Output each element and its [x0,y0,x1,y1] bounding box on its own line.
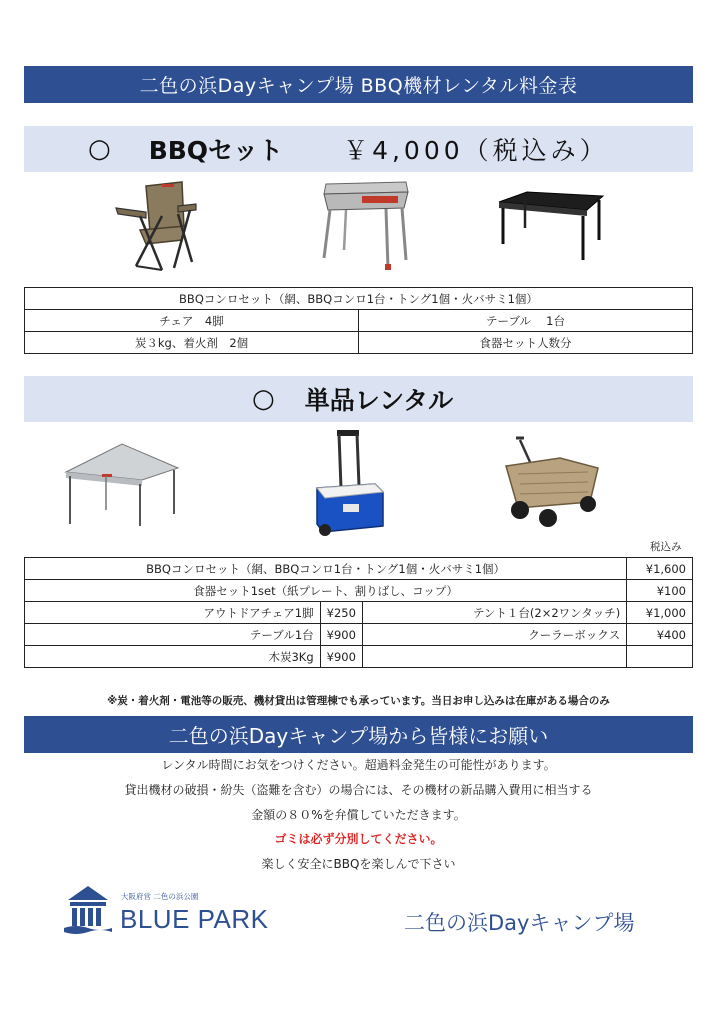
mesh-table-image [497,188,605,264]
price-cell: ¥1,600 [627,558,693,580]
table-row [25,288,693,310]
bbq-grill-image [316,178,414,272]
table-cell: テント１台(2×2ワンタッチ) [362,602,626,624]
request-line: レンタル時間にお気をつけください。超過料金発生の可能性があります。 [161,758,556,772]
table-cell: 食器セット人数分 [359,332,693,354]
price-cell: ¥400 [627,624,693,646]
table-row [25,558,693,580]
logo-subtitle: 大阪府営 二色の浜公園 [121,892,199,901]
table-cell: チェア 4脚 [25,310,359,332]
price-cell [627,646,693,668]
price-cell: ¥250 [320,602,362,624]
single-rental-table [24,557,693,668]
table-cell: クーラーボックス [362,624,626,646]
page-title: 二色の浜Dayキャンプ場 BBQ機材レンタル料金表 [24,66,693,103]
footer-campsite-name: 二色の浜Dayキャンプ場 [404,911,635,935]
request-line: 金額の８０%を弁償していただきます。 [251,808,466,822]
request-line: 貸出機材の破損・紛失（盗難を含む）の場合には、その機材の新品購入費用に相当する [124,783,593,797]
table-cell: BBQコンロセット（網、BBQコンロ1台・トング1個・火バサミ1個） [25,288,693,310]
bbq-set-name: BBQセット [148,136,284,165]
table-cell: アウトドアチェア1脚 [25,602,321,624]
bbq-set-header [24,126,693,172]
table-cell [362,646,626,668]
table-row [25,580,693,602]
request-warning: ゴミは必ず分別してください。 [274,832,443,846]
table-row [25,624,693,646]
notice-text: ※炭・着火剤・電池等の販売、機材貸出は管理棟でも承っています。当日お申し込みは在庫がある場合のみ [107,695,610,707]
carry-wagon-image [498,436,602,528]
logo-text: BLUE PARK [120,904,269,934]
table-row [25,602,693,624]
cooler-box-image [313,428,387,538]
table-cell: テーブル 1台 [359,310,693,332]
single-rental-name: 単品レンタル [304,386,454,415]
price-cell: ¥1,000 [627,602,693,624]
request-line: 楽しく安全にBBQを楽しんで下さい [261,857,456,871]
table-row [25,310,693,332]
price-cell: ¥900 [320,624,362,646]
circle-mark: ○ [88,134,111,164]
table-cell: テーブル1台 [25,624,321,646]
bbq-set-table [24,287,693,354]
table-cell: BBQコンロセット（網、BBQコンロ1台・トング1個・火バサミ1個） [25,558,627,580]
circle-mark: ○ [252,384,275,414]
request-title: 二色の浜Dayキャンプ場から皆様にお願い [24,716,693,753]
price-cell: ¥900 [320,646,362,668]
table-row [25,646,693,668]
tent-image [62,438,180,528]
table-cell: 炭３kg、着火剤 2個 [25,332,359,354]
table-cell: 木炭3Kg [25,646,321,668]
folding-chair-image [112,178,202,276]
table-cell: 食器セット1set（紙プレート、割りばし、コップ） [25,580,627,602]
table-row [25,332,693,354]
price-cell: ¥100 [627,580,693,602]
tax-note: 税込み [650,541,682,553]
single-rental-header [24,376,693,422]
bbq-set-price: ￥4,000（税込み） [343,136,609,165]
